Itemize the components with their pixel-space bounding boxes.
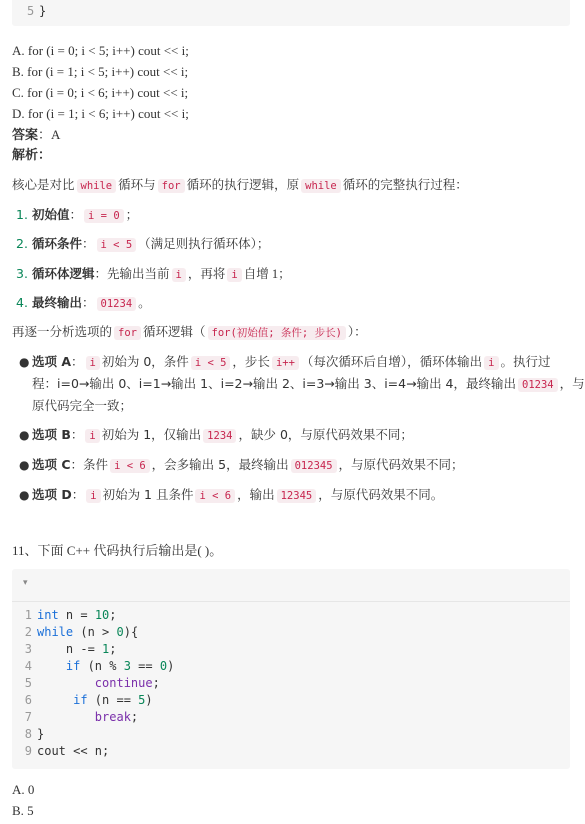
- text: ：: [94, 266, 108, 281]
- text: 。: [138, 295, 151, 310]
- list-item-continuation: [32, 373, 585, 396]
- text: 条件: [83, 457, 109, 472]
- list-item: [16, 294, 151, 313]
- list-item: [16, 265, 291, 284]
- token: (n >: [73, 625, 117, 639]
- inline-code: i < 6: [110, 459, 150, 473]
- token: 0: [116, 625, 124, 639]
- text: ：: [82, 236, 95, 251]
- list-item: [16, 206, 138, 225]
- inline-code: i: [86, 489, 100, 503]
- analysis-label: 解析：: [12, 148, 52, 163]
- text: 初始为 1 且条件: [102, 487, 194, 502]
- code-block: [12, 569, 570, 769]
- text: 自增 1；: [243, 267, 291, 281]
- text: ，缺少 0，与原代码效果不同；: [238, 427, 413, 442]
- intro-paragraph: [12, 176, 468, 195]
- inline-code: for: [158, 179, 185, 193]
- token: cout << n;: [37, 744, 110, 758]
- inline-code: i: [484, 356, 498, 370]
- token: (n %: [80, 659, 124, 673]
- line-number: 9: [24, 744, 32, 758]
- token: continue: [94, 676, 153, 690]
- token: ;: [130, 710, 139, 724]
- text: ；: [125, 207, 139, 222]
- text: （满足则执行循环体）；: [138, 236, 270, 251]
- text: 。执行过: [500, 354, 551, 369]
- token: 10: [94, 608, 110, 622]
- inline-code: i: [172, 268, 186, 282]
- answer-option-a: A. 0: [12, 782, 35, 797]
- text: ，与原代码效果不同。: [318, 487, 444, 502]
- answer-sep: ：: [38, 128, 52, 143]
- token: [37, 693, 73, 707]
- inline-code: for: [114, 326, 141, 340]
- item-title: 选项 C: [32, 457, 71, 472]
- code-line: [12, 659, 570, 676]
- token: while: [37, 625, 74, 639]
- line-number: 5: [27, 4, 35, 18]
- text: ：: [71, 354, 84, 369]
- line-number: 1: [24, 608, 32, 622]
- inline-code: 012345: [291, 459, 337, 473]
- token: ;: [109, 608, 117, 622]
- text: （每次循环后自增），循环体输出: [300, 354, 483, 369]
- inline-code: i: [227, 268, 241, 282]
- token: [37, 710, 95, 724]
- text: 核心是对比: [12, 177, 75, 192]
- inline-code: i < 6: [195, 489, 235, 503]
- code-line: [12, 710, 570, 727]
- inline-code: i = 0: [84, 209, 124, 223]
- line-number: 6: [24, 693, 32, 707]
- text: 初始为 1，仅输出: [101, 427, 202, 442]
- token: ){: [123, 625, 139, 639]
- text: 先输出当前: [107, 266, 170, 281]
- text: ：: [70, 457, 84, 472]
- token: if: [73, 693, 88, 707]
- text: 循环的执行逻辑，原: [186, 177, 300, 192]
- token: [37, 676, 95, 690]
- inline-code: i++: [272, 356, 299, 370]
- code-line: [12, 744, 570, 761]
- token: ==: [130, 659, 160, 673]
- token: [37, 659, 66, 673]
- compare-paragraph: [12, 323, 367, 342]
- code-lines: [12, 602, 570, 761]
- inline-code: i < 5: [97, 238, 137, 252]
- token: ;: [152, 676, 160, 690]
- code-text: }: [39, 4, 47, 18]
- code-line: [12, 727, 570, 744]
- text: ，输出: [237, 487, 275, 502]
- inline-code: 01234: [97, 297, 137, 311]
- inline-code: for(初始值; 条件; 步长): [208, 326, 346, 340]
- code-header: [12, 569, 570, 602]
- item-title: 最终输出: [32, 295, 83, 310]
- line-number: 7: [24, 710, 32, 724]
- prev-code-block: [12, 0, 570, 26]
- list-item: [32, 454, 464, 477]
- token: 3: [123, 659, 131, 673]
- item-title: 循环条件: [32, 236, 83, 251]
- inline-code: i: [85, 429, 99, 443]
- code-line: [12, 676, 570, 693]
- token: int: [37, 608, 59, 622]
- line-number: 3: [24, 642, 32, 656]
- text: ，与原代码效果不同；: [338, 457, 464, 472]
- text: ，会多输出 5，最终输出: [151, 457, 289, 472]
- inline-code: 1234: [203, 429, 236, 443]
- list-item: [16, 235, 269, 254]
- token: if: [65, 659, 81, 673]
- option-a: A. for (i = 0; i < 5; i++) cout << i;: [12, 43, 189, 58]
- token: (n ==: [87, 693, 139, 707]
- collapse-toggle-icon[interactable]: ▾: [23, 578, 28, 588]
- code-line: [12, 693, 570, 710]
- item-title: 选项 A: [32, 354, 72, 369]
- text: 程：i=0→输出 0、i=1→输出 1、i=2→输出 2、i=3→输出 3、i=4→输出 4，最终输出: [32, 376, 516, 391]
- answer-option-b: B. 5: [12, 803, 34, 818]
- text: 循环的完整执行过程：: [342, 177, 468, 192]
- text: ）：: [347, 324, 367, 339]
- list-item: [32, 424, 413, 447]
- list-item: [32, 351, 551, 374]
- token: ): [145, 693, 153, 707]
- bullet-icon: ●: [19, 355, 30, 369]
- token: break: [94, 710, 131, 724]
- inline-code: i < 5: [191, 356, 231, 370]
- text: 循环与: [118, 177, 156, 192]
- token: n =: [58, 608, 95, 622]
- item-number: 2.: [16, 236, 28, 251]
- item-number: 1.: [16, 207, 28, 222]
- item-number: 4.: [16, 295, 28, 310]
- line-number: 8: [24, 727, 32, 741]
- token: 0: [159, 659, 168, 673]
- line-number: 4: [24, 659, 32, 673]
- code-line: [12, 625, 570, 642]
- text: 原代码完全一致；: [32, 398, 133, 413]
- token: ;: [109, 642, 117, 656]
- bullet-icon: ●: [19, 428, 30, 442]
- option-d: D. for (i = 1; i < 6; i++) cout << i;: [12, 106, 189, 121]
- text: ：: [70, 427, 84, 442]
- inline-code: 01234: [518, 378, 558, 392]
- code-line: [12, 608, 570, 625]
- question-text: 11、下面 C++ 代码执行后输出是( )。: [12, 543, 223, 558]
- text: ：: [82, 295, 95, 310]
- token: n -=: [37, 642, 103, 656]
- answer-line: [12, 126, 60, 145]
- bullet-icon: ●: [19, 458, 30, 472]
- text: 再逐一分析选项的: [12, 324, 113, 339]
- option-b: B. for (i = 1; i < 5; i++) cout << i;: [12, 64, 189, 79]
- answer-label: 答案: [12, 128, 39, 143]
- inline-code: i: [86, 356, 100, 370]
- token: 5: [138, 693, 146, 707]
- item-title: 循环体逻辑: [32, 266, 95, 281]
- list-item-continuation: [32, 395, 132, 417]
- text: ，再将: [187, 266, 226, 281]
- answer-value: A: [51, 127, 61, 142]
- inline-code: 12345: [277, 489, 317, 503]
- line-number: 2: [24, 625, 32, 639]
- text: ，步长: [232, 354, 270, 369]
- token: }: [37, 727, 45, 741]
- list-item: [32, 484, 443, 507]
- text: ：: [69, 207, 83, 222]
- text: 循环逻辑（: [142, 324, 206, 339]
- inline-code: while: [77, 179, 117, 193]
- bullet-icon: ●: [19, 488, 30, 502]
- text: 初始为 0，条件: [101, 354, 189, 369]
- code-line: [12, 642, 570, 659]
- item-number: 3.: [16, 266, 28, 281]
- item-title: 选项 D: [32, 487, 72, 502]
- inline-code: while: [301, 179, 341, 193]
- text: ，与: [559, 376, 585, 391]
- token: 1: [102, 642, 110, 656]
- item-title: 选项 B: [32, 427, 71, 442]
- token: ): [167, 659, 175, 673]
- line-number: 5: [24, 676, 32, 690]
- text: ：: [71, 487, 85, 502]
- option-c: C. for (i = 0; i < 6; i++) cout << i;: [12, 85, 189, 100]
- item-title: 初始值: [32, 207, 70, 222]
